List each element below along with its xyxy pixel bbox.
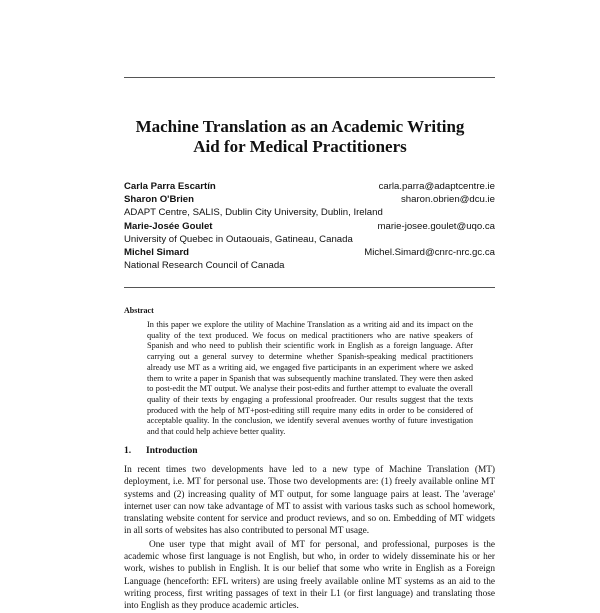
abstract-heading: Abstract [124, 306, 154, 315]
author-row [124, 220, 495, 233]
author-name: Sharon O'Brien [124, 194, 194, 206]
author-row [124, 193, 495, 206]
separator-rule [124, 287, 495, 288]
title-line-2: Aid for Medical Practitioners [193, 137, 407, 156]
top-rule [124, 77, 495, 78]
author-email: marie-josee.goulet@uqo.ca [377, 220, 495, 232]
author-row [124, 246, 495, 259]
abstract-text: In this paper we explore the utility of Machine Translation as a writing aid and its impact on the quality of the text produced. We focus on medical practitioners who are native speakers of Spanish and who need to publish their scientific work in English as a foreign language. After carrying out a general survey to determine whether Spanish-speaking medical practitioners already use MT as a writing aid, we engaged five participants in an experiment where we asked them to write a paper in Spanish that was subsequently machine translated. They were then asked to post-edit the MT output. We analyse their post-edits and further attempt to evaluate the overall quality of their texts by engaging a professional proofreader. Our results suggest that the texts produced with the help of MT+post-editing still require many edits in order to be considered of acceptable quality. In the conclusion, we identify several avenues worthy of future investigation and that could help achieve better quality. [147, 320, 473, 437]
author-affiliation: ADAPT Centre, SALIS, Dublin City University, Dublin, Ireland [124, 207, 383, 219]
author-name: Marie-Josée Goulet [124, 220, 213, 232]
section-heading [124, 446, 198, 456]
author-name: Michel Simard [124, 246, 190, 258]
author-email: carla.parra@adaptcentre.ie [378, 181, 495, 192]
paragraph: In recent times two developments have led to a new type of Machine Translation (MT) deployment, i.e. MT for personal use. Those two developments are: (1) freely available online MT systems and (2) increasing quality of MT output, for some language pairs at least. The 'average' internet user can now take advantage of MT to assist with various tasks such as school homework, translating website content for service and product reviews, and so on. Embedding of MT widgets in all sorts of websites has also contributed to personal MT usage. [124, 465, 495, 537]
author-row [124, 180, 495, 193]
author-email: Michel.Simard@cnrc-nrc.gc.ca [364, 246, 495, 258]
section-number: 1. [124, 446, 132, 456]
author-block [124, 180, 495, 272]
author-affiliation: University of Quebec in Outaouais, Gatineau, Canada [124, 233, 353, 245]
author-name: Carla Parra Escartín [124, 181, 216, 192]
title-line-1: Machine Translation as an Academic Writing [135, 117, 465, 136]
section-title: Introduction [146, 446, 198, 456]
author-affiliation: National Research Council of Canada [124, 260, 285, 272]
paper-title [100, 117, 500, 157]
introduction-body [124, 464, 495, 613]
paragraph: One user type that might avail of MT for personal, and professional, purposes is the academic whose first language is not English, but who, in order to widely disseminate his or her work, wishes to publish in English. It is our belief that some who write in English as a Foreign Language (henceforth: EFL writers) are using freely available online MT systems as an aid to the writing process, first writing passages of text in their L1 (or first language) and translating those into English as they produce academic articles. [124, 539, 495, 612]
author-email: sharon.obrien@dcu.ie [400, 194, 495, 206]
